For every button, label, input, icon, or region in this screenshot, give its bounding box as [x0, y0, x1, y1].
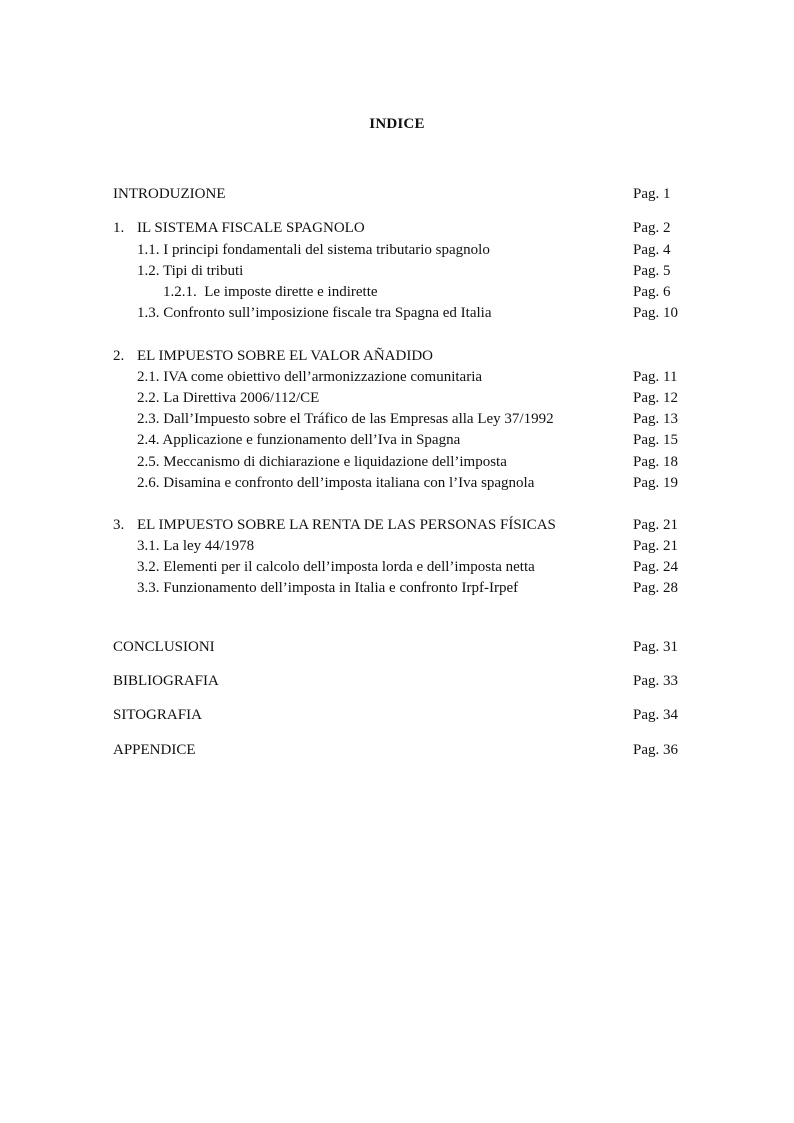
toc-entry-introduzione	[113, 184, 683, 204]
toc-chapter-2	[113, 346, 683, 366]
toc-entry-page: Pag. 36	[633, 742, 678, 758]
toc-entry-bibliografia	[113, 671, 683, 691]
toc-entry-label: 2.5. Meccanismo di dichiarazione e liquidazione dell’imposta	[137, 454, 507, 470]
toc-chapter-number: 3.	[113, 517, 125, 533]
toc-entry-page: Pag. 12	[633, 390, 678, 406]
toc-entry-2-2	[113, 388, 683, 408]
toc-entry-page: Pag. 34	[633, 707, 678, 723]
toc-entry-label: 2.4. Applicazione e funzionamento dell’Iva in Spagna	[137, 432, 461, 448]
toc-entry-1-3	[113, 303, 683, 323]
toc-chapter-page: Pag. 21	[633, 517, 678, 533]
toc-chapter-number: 2.	[113, 348, 125, 364]
toc-entry-page: Pag. 28	[633, 580, 678, 596]
page-title: INDICE	[369, 116, 425, 132]
toc-entry-page: Pag. 18	[633, 454, 678, 470]
toc-chapter-1	[113, 218, 683, 238]
toc-entry-label: 1.2. Tipi di tributi	[137, 263, 244, 279]
toc-entry-2-6	[113, 473, 683, 493]
toc-entry-2-1	[113, 367, 683, 387]
toc-entry-label: 2.1. IVA come obiettivo dell’armonizzazione comunitaria	[137, 369, 483, 385]
toc-entry-label: APPENDICE	[113, 742, 196, 758]
toc-entry-label: CONCLUSIONI	[113, 639, 215, 655]
toc-chapter-number: 1.	[113, 220, 125, 236]
toc-entry-page: Pag. 15	[633, 432, 678, 448]
toc-entry-2-5	[113, 452, 683, 472]
toc-entry-label: 3.3. Funzionamento dell’imposta in Italia e confronto Irpf-Irpef	[137, 580, 519, 596]
toc-entry-label: 1.2.1. Le imposte dirette e indirette	[163, 284, 378, 300]
toc-entry-1-2	[113, 261, 683, 281]
toc-entry-label: 3.1. La ley 44/1978	[137, 538, 255, 554]
toc-entry-page: Pag. 33	[633, 673, 678, 689]
toc-entry-appendice	[113, 740, 683, 760]
toc-entry-label: 2.2. La Direttiva 2006/112/CE	[137, 390, 320, 406]
toc-chapter-page: Pag. 2	[633, 220, 671, 236]
toc-entry-label: 1.1. I principi fondamentali del sistema tributario spagnolo	[137, 242, 490, 258]
toc-entry-label: 1.3. Confronto sull’imposizione fiscale tra Spagna ed Italia	[137, 305, 492, 321]
toc-entry-page: Pag. 24	[633, 559, 678, 575]
toc-entry-page: Pag. 11	[633, 369, 678, 385]
toc-entry-page: Pag. 1	[633, 186, 671, 202]
toc-entry-2-4	[113, 430, 683, 450]
toc-entry-page: Pag. 19	[633, 475, 678, 491]
toc-entry-page: Pag. 13	[633, 411, 678, 427]
toc-entry-3-1	[113, 536, 683, 556]
toc-entry-label: 2.3. Dall’Impuesto sobre el Tráfico de las Empresas alla Ley 37/1992	[137, 411, 554, 427]
toc-entry-page: Pag. 31	[633, 639, 678, 655]
toc-entry-sitografia	[113, 705, 683, 725]
toc-entry-label: 3.2. Elementi per il calcolo dell’imposta lorda e dell’imposta netta	[137, 559, 535, 575]
toc-entry-label: INTRODUZIONE	[113, 186, 226, 202]
toc-chapter-label: EL IMPUESTO SOBRE LA RENTA DE LAS PERSONAS FÍSICAS	[137, 517, 556, 533]
toc-entry-label: BIBLIOGRAFIA	[113, 673, 219, 689]
toc-entry-3-3	[113, 578, 683, 598]
toc-entry-1-2-1	[113, 282, 683, 302]
toc-entry-1-1	[113, 240, 683, 260]
toc-entry-3-2	[113, 557, 683, 577]
toc-entry-2-3	[113, 409, 683, 429]
toc-entry-page: Pag. 4	[633, 242, 671, 258]
toc-entry-label: 2.6. Disamina e confronto dell’imposta italiana con l’Iva spagnola	[137, 475, 535, 491]
toc-entry-page: Pag. 21	[633, 538, 678, 554]
toc-entry-page: Pag. 10	[633, 305, 678, 321]
toc-entry-conclusioni	[113, 637, 683, 657]
toc-chapter-3	[113, 515, 683, 535]
toc-entry-page: Pag. 6	[633, 284, 671, 300]
toc-chapter-label: IL SISTEMA FISCALE SPAGNOLO	[137, 220, 365, 236]
toc-chapter-label: EL IMPUESTO SOBRE EL VALOR AÑADIDO	[137, 348, 433, 364]
toc-entry-label: SITOGRAFIA	[113, 707, 202, 723]
toc-entry-page: Pag. 5	[633, 263, 671, 279]
